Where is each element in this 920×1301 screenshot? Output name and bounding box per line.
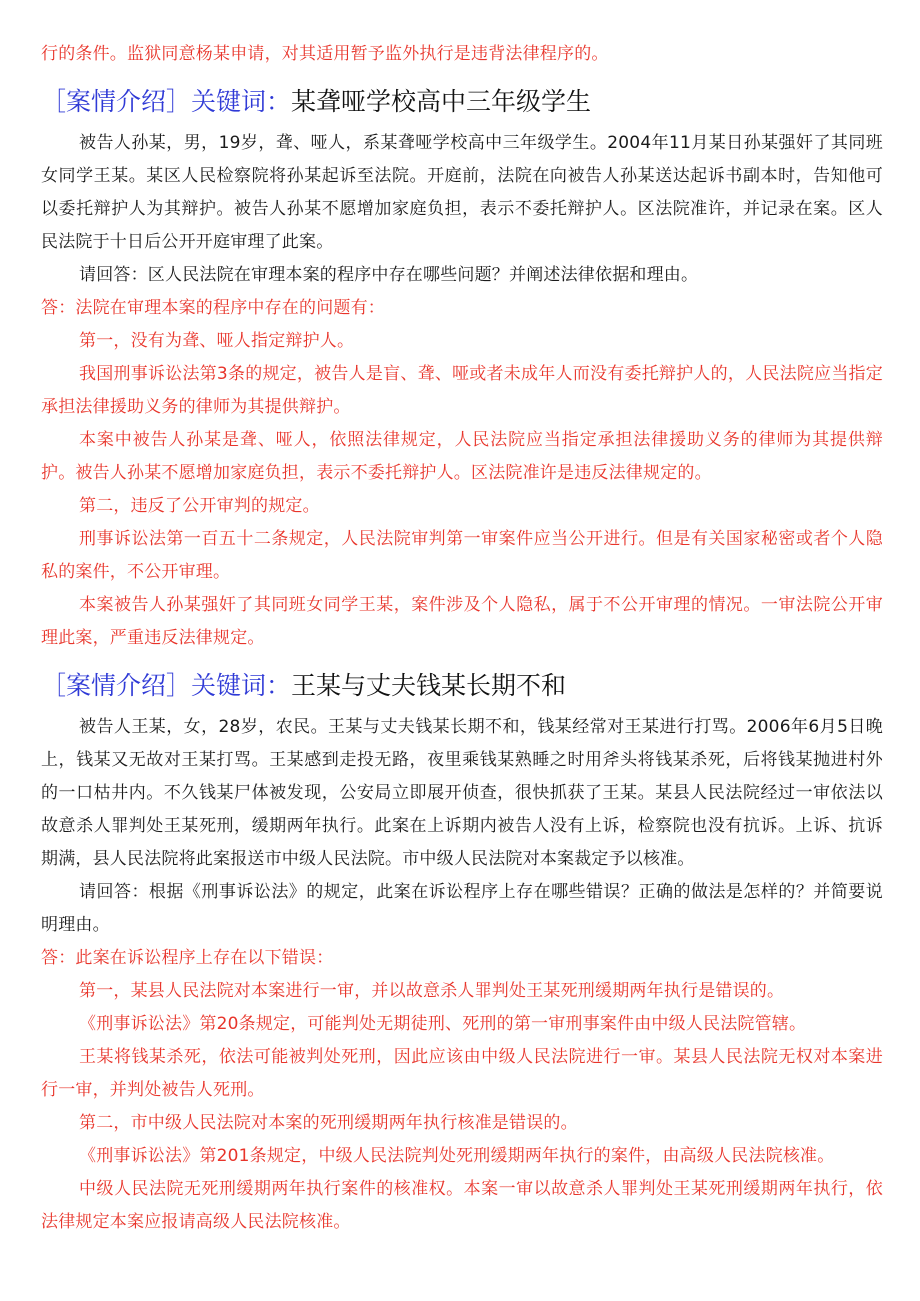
case1-answer-point: 刑事诉讼法第一百五十二条规定，人民法院审判第一审案件应当公开进行。但是有关国家秘密或者个人隐私的案件，不公开审理。: [41, 529, 883, 582]
case1-facts: 被告人孙某，男，19岁，聋、哑人，系某聋哑学校高中三年级学生。2004年11月某日孙某强奸了其同班女同学王某。某区人民检察院将孙某起诉至法院。开庭前，法院在向被告人孙某送达起诉书副本时，告知他可以委托辩护人为其辩护。被告人孙某不愿增加家庭负担，表示不委托辩护人。区法院准许，并记录在案。区人民法院于十日后公开开庭审理了此案。: [41, 133, 883, 252]
case1-answer-point: 本案中被告人孙某是聋、哑人，依照法律规定，人民法院应当指定承担法律援助义务的律师为其提供辩护。被告人孙某不愿增加家庭负担，表示不委托辩护人。区法院准许是违反法律规定的。: [41, 430, 883, 483]
case2-facts: 被告人王某，女，28岁，农民。王某与丈夫钱某长期不和，钱某经常对王某进行打骂。2006年6月5日晚上，钱某又无故对王某打骂。王某感到走投无路，夜里乘钱某熟睡之时用斧头将钱某杀死，后将钱某抛进村外的一口枯井内。不久钱某尸体被发现，公安局立即展开侦查，很快抓获了王某。某县人民法院经过一审依法以故意杀人罪判处王某死刑，缓期两年执行。此案在上诉期内被告人没有上诉，检察院也没有抗诉。上诉、抗诉期满，县人民法院将此案报送市中级人民法院。市中级人民法院对本案裁定予以核准。: [41, 717, 883, 869]
case1-label: ［案情介绍］: [41, 87, 192, 116]
case1-answer-point: 第二，违反了公开审判的规定。: [79, 496, 320, 516]
case2-label: ［案情介绍］: [41, 671, 192, 700]
case2-answer-point: 王某将钱某杀死，依法可能被判处死刑，因此应该由中级人民法院进行一审。某县人民法院无权对本案进行一审，并判处被告人死刑。: [41, 1047, 883, 1100]
case1-answer-intro: 答：法院在审理本案的程序中存在的问题有：: [41, 298, 385, 318]
case2-answer-intro: 答：此案在诉讼程序上存在以下错误：: [41, 948, 334, 968]
document-page: [41, 38, 883, 1239]
case2-answer-point: 第一，某县人民法院对本案进行一审，并以故意杀人罪判处王某死刑缓期两年执行是错误的。: [79, 981, 785, 1001]
case1-keyword-label: 关键词：: [191, 87, 292, 116]
case2-answer-point: 中级人民法院无死刑缓期两年执行案件的核准权。本案一审以故意杀人罪判处王某死刑缓期两年执行，依法律规定本案应报请高级人民法院核准。: [41, 1179, 883, 1232]
case2-keyword: 王某与丈夫钱某长期不和: [291, 671, 567, 700]
case2-answer-point: 《刑事诉讼法》第201条规定，中级人民法院判处死刑缓期两年执行的案件，由高级人民法院核准。: [79, 1146, 835, 1166]
case2-keyword-label: 关键词：: [191, 671, 292, 700]
case2-heading: [41, 663, 883, 709]
case2-answer-point: 《刑事诉讼法》第20条规定，可能判处无期徒刑、死刑的第一审刑事案件由中级人民法院管辖。: [79, 1014, 807, 1034]
case1-answer-point: 第一，没有为聋、哑人指定辩护人。: [79, 331, 355, 351]
case1-answer-point: 本案被告人孙某强奸了其同班女同学王某，案件涉及个人隐私，属于不公开审理的情况。一审法院公开审理此案，严重违反法律规定。: [41, 595, 883, 648]
top-line: 行的条件。监狱同意杨某申请，对其适用暂予监外执行是违背法律程序的。: [41, 44, 609, 64]
case2-question: 请回答：根据《刑事诉讼法》的规定，此案在诉讼程序上存在哪些错误？正确的做法是怎样的？并简要说明理由。: [41, 882, 883, 935]
case1-heading: [41, 79, 883, 125]
case1-keyword: 某聋哑学校高中三年级学生: [291, 87, 592, 116]
case1-answer-point: 我国刑事诉讼法第3条的规定，被告人是盲、聋、哑或者未成年人而没有委托辩护人的，人民法院应当指定承担法律援助义务的律师为其提供辩护。: [41, 364, 883, 417]
case1-question: 请回答：区人民法院在审理本案的程序中存在哪些问题？并阐述法律依据和理由。: [79, 265, 699, 285]
case2-answer-point: 第二，市中级人民法院对本案的死刑缓期两年执行核准是错误的。: [79, 1113, 578, 1133]
